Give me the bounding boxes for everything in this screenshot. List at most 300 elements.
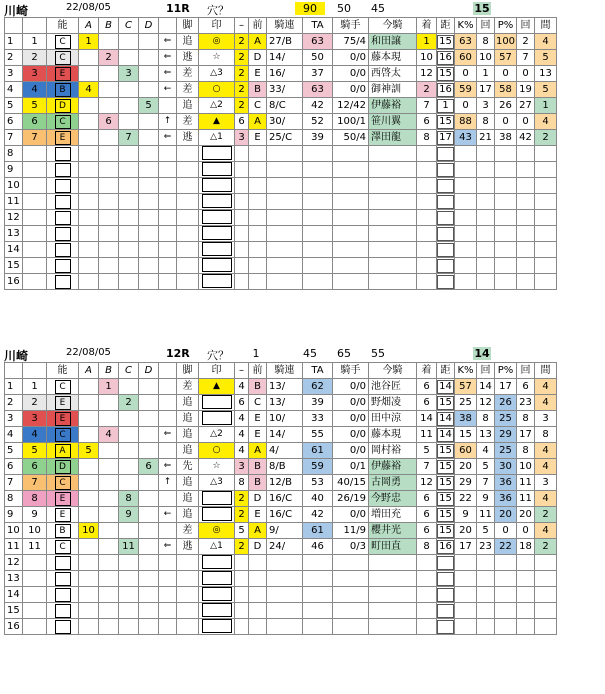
mark: ◎ bbox=[199, 523, 235, 539]
prev-rank bbox=[235, 555, 249, 571]
column-header-k-count: 回 bbox=[477, 18, 495, 34]
distance bbox=[437, 411, 455, 427]
gate-number: 4 bbox=[23, 82, 47, 98]
rank-c: 3 bbox=[119, 66, 139, 82]
rank-b bbox=[99, 210, 119, 226]
column-header-prev-grade: 前 bbox=[249, 363, 267, 379]
mark bbox=[199, 178, 235, 194]
k-percent: 60 bbox=[455, 50, 477, 66]
trend-arrow: ⇐ bbox=[159, 539, 177, 555]
prev-grade bbox=[249, 146, 267, 162]
running-style bbox=[177, 603, 199, 619]
rank-d bbox=[139, 427, 159, 443]
prev-grade bbox=[249, 226, 267, 242]
table-row bbox=[5, 242, 557, 258]
trend-arrow bbox=[159, 395, 177, 411]
trend-arrow bbox=[159, 411, 177, 427]
prev-rank bbox=[235, 571, 249, 587]
rank-d bbox=[139, 114, 159, 130]
p-count: 8 bbox=[517, 443, 535, 459]
prev-grade bbox=[249, 603, 267, 619]
prev-grade bbox=[249, 274, 267, 290]
row-number: 11 bbox=[5, 194, 23, 210]
row-number: 5 bbox=[5, 98, 23, 114]
p-percent: 38 bbox=[495, 130, 517, 146]
rank-c: 2 bbox=[119, 395, 139, 411]
row-number: 14 bbox=[5, 242, 23, 258]
jockey-combo: 24/ bbox=[267, 539, 303, 555]
k-count bbox=[477, 555, 495, 571]
finish: 6 bbox=[417, 114, 437, 130]
ability-grade bbox=[47, 114, 79, 130]
rank-c bbox=[119, 114, 139, 130]
ability-grade bbox=[47, 395, 79, 411]
table-row bbox=[5, 98, 557, 114]
column-header-jockey-record: 騎手 bbox=[333, 363, 369, 379]
gate-number bbox=[23, 571, 47, 587]
jockey-combo: 33/ bbox=[267, 82, 303, 98]
jockey-name: 和田譲 bbox=[369, 34, 417, 50]
k-count bbox=[477, 162, 495, 178]
k-percent bbox=[455, 146, 477, 162]
p-count: 0 bbox=[517, 114, 535, 130]
distance-box: 15 bbox=[437, 492, 454, 506]
row-number: 12 bbox=[5, 555, 23, 571]
trend-arrow bbox=[159, 587, 177, 603]
interval: 1 bbox=[535, 98, 557, 114]
empty-box bbox=[55, 211, 71, 225]
rank-a: 4 bbox=[79, 82, 99, 98]
gate-number: 5 bbox=[23, 443, 47, 459]
race-date: 22/08/05 bbox=[66, 347, 111, 358]
p-count bbox=[517, 146, 535, 162]
ta-value: 53 bbox=[303, 475, 333, 491]
jockey-record: 0/0 bbox=[333, 50, 369, 66]
p-percent: 29 bbox=[495, 427, 517, 443]
k-count: 5 bbox=[477, 523, 495, 539]
jockey-name: 笹川翼 bbox=[369, 114, 417, 130]
k-percent: 43 bbox=[455, 130, 477, 146]
empty-box bbox=[437, 604, 454, 618]
rank-d bbox=[139, 194, 159, 210]
prev-grade: D bbox=[249, 539, 267, 555]
k-count: 10 bbox=[477, 50, 495, 66]
jockey-name bbox=[369, 226, 417, 242]
distance bbox=[437, 571, 455, 587]
ability-grade-box: E bbox=[55, 412, 71, 426]
ability-grade bbox=[47, 571, 79, 587]
header-value-3: 65 bbox=[337, 347, 351, 360]
jockey-combo bbox=[267, 194, 303, 210]
table-row bbox=[5, 459, 557, 475]
trend-arrow: ← bbox=[159, 82, 177, 98]
ta-value bbox=[303, 274, 333, 290]
jockey-combo: 9/ bbox=[267, 523, 303, 539]
running-style: 差 bbox=[177, 379, 199, 395]
mark: △3 bbox=[199, 475, 235, 491]
distance-box: 15 bbox=[437, 476, 454, 490]
prev-grade: D bbox=[249, 50, 267, 66]
distance bbox=[437, 210, 455, 226]
p-count bbox=[517, 226, 535, 242]
mark bbox=[199, 226, 235, 242]
row-number: 3 bbox=[5, 66, 23, 82]
empty-box bbox=[437, 227, 454, 241]
ta-value: 55 bbox=[303, 427, 333, 443]
column-header-p-count: 回 bbox=[517, 363, 535, 379]
ta-value: 39 bbox=[303, 130, 333, 146]
table-row bbox=[5, 379, 557, 395]
table-row bbox=[5, 523, 557, 539]
rank-d bbox=[139, 34, 159, 50]
finish: 11 bbox=[417, 427, 437, 443]
empty-box bbox=[202, 258, 232, 272]
jockey-record: 0/3 bbox=[333, 539, 369, 555]
interval: 5 bbox=[535, 82, 557, 98]
mark bbox=[199, 258, 235, 274]
rank-b bbox=[99, 395, 119, 411]
k-count: 8 bbox=[477, 411, 495, 427]
jockey-record: 26/19 bbox=[333, 491, 369, 507]
interval bbox=[535, 274, 557, 290]
distance-box: 16 bbox=[437, 83, 454, 97]
interval bbox=[535, 587, 557, 603]
k-percent: 0 bbox=[455, 98, 477, 114]
trend-arrow bbox=[159, 162, 177, 178]
rank-a bbox=[79, 507, 99, 523]
rank-b bbox=[99, 178, 119, 194]
entry-table bbox=[4, 362, 557, 635]
p-count bbox=[517, 210, 535, 226]
distance bbox=[437, 459, 455, 475]
rank-b bbox=[99, 194, 119, 210]
p-count bbox=[517, 258, 535, 274]
mark bbox=[199, 411, 235, 427]
running-style: 差 bbox=[177, 82, 199, 98]
p-percent bbox=[495, 258, 517, 274]
finish: 8 bbox=[417, 539, 437, 555]
k-count bbox=[477, 571, 495, 587]
ana-label: 穴？ bbox=[207, 349, 229, 362]
mark: ☆ bbox=[199, 459, 235, 475]
prev-rank bbox=[235, 258, 249, 274]
rank-d bbox=[139, 130, 159, 146]
jockey-combo: 25/C bbox=[267, 130, 303, 146]
jockey-combo: 13/ bbox=[267, 395, 303, 411]
distance-box: 1 bbox=[437, 99, 454, 113]
empty-box bbox=[55, 556, 71, 570]
table-header-row bbox=[5, 363, 557, 379]
rank-c bbox=[119, 98, 139, 114]
mark: △2 bbox=[199, 98, 235, 114]
distance-box: 14 bbox=[437, 428, 454, 442]
trend-arrow: ⇐ bbox=[159, 130, 177, 146]
table-row bbox=[5, 114, 557, 130]
gate-number bbox=[23, 242, 47, 258]
p-count bbox=[517, 274, 535, 290]
jockey-name bbox=[369, 619, 417, 635]
empty-box bbox=[55, 163, 71, 177]
trend-arrow bbox=[159, 603, 177, 619]
p-count bbox=[517, 571, 535, 587]
jockey-combo: 16/C bbox=[267, 507, 303, 523]
trend-arrow: ⇐ bbox=[159, 66, 177, 82]
p-percent: 26 bbox=[495, 395, 517, 411]
ta-value: 42 bbox=[303, 98, 333, 114]
jockey-combo bbox=[267, 242, 303, 258]
k-percent bbox=[455, 619, 477, 635]
jockey-name bbox=[369, 162, 417, 178]
prev-grade bbox=[249, 178, 267, 194]
p-percent: 25 bbox=[495, 411, 517, 427]
mark: △2 bbox=[199, 427, 235, 443]
column-header-k-count: 回 bbox=[477, 363, 495, 379]
row-number: 11 bbox=[5, 539, 23, 555]
empty-box bbox=[202, 146, 232, 160]
interval bbox=[535, 162, 557, 178]
jockey-combo bbox=[267, 146, 303, 162]
p-percent: 25 bbox=[495, 443, 517, 459]
empty-box bbox=[55, 147, 71, 161]
p-count: 2 bbox=[517, 34, 535, 50]
interval bbox=[535, 603, 557, 619]
p-percent bbox=[495, 226, 517, 242]
column-header-prev-rank: – bbox=[235, 18, 249, 34]
jockey-record: 0/0 bbox=[333, 395, 369, 411]
table-row bbox=[5, 258, 557, 274]
k-percent: 25 bbox=[455, 395, 477, 411]
ability-grade bbox=[47, 459, 79, 475]
rank-d bbox=[139, 162, 159, 178]
jockey-combo: 13/ bbox=[267, 379, 303, 395]
k-count bbox=[477, 274, 495, 290]
table-row bbox=[5, 539, 557, 555]
interval: 4 bbox=[535, 395, 557, 411]
rank-a bbox=[79, 555, 99, 571]
table-row bbox=[5, 603, 557, 619]
trend-arrow: ↑ bbox=[159, 114, 177, 130]
jockey-combo bbox=[267, 162, 303, 178]
rank-a bbox=[79, 146, 99, 162]
table-row bbox=[5, 555, 557, 571]
race-header bbox=[4, 345, 557, 362]
trend-arrow: ⇐ bbox=[159, 50, 177, 66]
distance-box: 15 bbox=[437, 444, 454, 458]
jockey-record: 0/0 bbox=[333, 82, 369, 98]
finish bbox=[417, 274, 437, 290]
rank-b bbox=[99, 411, 119, 427]
rank-a bbox=[79, 603, 99, 619]
rank-c bbox=[119, 274, 139, 290]
rank-b bbox=[99, 443, 119, 459]
empty-box bbox=[437, 572, 454, 586]
prev-rank: 2 bbox=[235, 507, 249, 523]
k-count bbox=[477, 178, 495, 194]
p-count: 0 bbox=[517, 523, 535, 539]
distance-box: 15 bbox=[437, 67, 454, 81]
rank-c bbox=[119, 242, 139, 258]
row-number: 16 bbox=[5, 619, 23, 635]
finish bbox=[417, 619, 437, 635]
jockey-combo bbox=[267, 619, 303, 635]
row-number: 10 bbox=[5, 178, 23, 194]
p-count: 18 bbox=[517, 539, 535, 555]
finish: 2 bbox=[417, 82, 437, 98]
k-percent bbox=[455, 242, 477, 258]
prev-rank: 4 bbox=[235, 379, 249, 395]
trend-arrow bbox=[159, 98, 177, 114]
distance bbox=[437, 274, 455, 290]
mark bbox=[199, 491, 235, 507]
ability-grade bbox=[47, 491, 79, 507]
ability-grade-box: C bbox=[55, 51, 71, 65]
jockey-record: 0/0 bbox=[333, 443, 369, 459]
rank-c: 8 bbox=[119, 491, 139, 507]
distance-box: 14 bbox=[437, 412, 454, 426]
finish: 5 bbox=[417, 443, 437, 459]
k-percent: 59 bbox=[455, 82, 477, 98]
row-number: 13 bbox=[5, 571, 23, 587]
k-percent bbox=[455, 258, 477, 274]
empty-box bbox=[202, 274, 232, 288]
finish: 7 bbox=[417, 459, 437, 475]
rank-d bbox=[139, 523, 159, 539]
interval: 5 bbox=[535, 50, 557, 66]
empty-box bbox=[202, 178, 232, 192]
ability-grade-box: E bbox=[55, 396, 71, 410]
rank-b bbox=[99, 226, 119, 242]
prev-grade bbox=[249, 571, 267, 587]
ta-value: 63 bbox=[303, 34, 333, 50]
prev-rank: 4 bbox=[235, 411, 249, 427]
rank-a bbox=[79, 491, 99, 507]
mark: ☆ bbox=[199, 50, 235, 66]
k-percent: 15 bbox=[455, 427, 477, 443]
rank-d bbox=[139, 258, 159, 274]
ability-grade bbox=[47, 146, 79, 162]
prev-rank bbox=[235, 178, 249, 194]
ability-grade bbox=[47, 603, 79, 619]
jockey-name bbox=[369, 555, 417, 571]
gate-number: 1 bbox=[23, 379, 47, 395]
k-count bbox=[477, 619, 495, 635]
ability-grade bbox=[47, 178, 79, 194]
rank-a bbox=[79, 571, 99, 587]
jockey-record bbox=[333, 274, 369, 290]
finish: 14 bbox=[417, 411, 437, 427]
row-number: 9 bbox=[5, 507, 23, 523]
empty-box bbox=[437, 195, 454, 209]
running-style bbox=[177, 226, 199, 242]
ta-value: 46 bbox=[303, 539, 333, 555]
ana-label: 穴？ bbox=[207, 4, 229, 17]
table-row bbox=[5, 507, 557, 523]
rank-c bbox=[119, 50, 139, 66]
row-number: 15 bbox=[5, 258, 23, 274]
running-style: 差 bbox=[177, 66, 199, 82]
jockey-name bbox=[369, 274, 417, 290]
running-style: 追 bbox=[177, 34, 199, 50]
ability-grade bbox=[47, 82, 79, 98]
table-row bbox=[5, 571, 557, 587]
row-number: 4 bbox=[5, 427, 23, 443]
p-percent bbox=[495, 587, 517, 603]
distance bbox=[437, 523, 455, 539]
running-style bbox=[177, 571, 199, 587]
k-percent bbox=[455, 274, 477, 290]
prev-rank: 3 bbox=[235, 130, 249, 146]
k-count bbox=[477, 603, 495, 619]
prev-grade bbox=[249, 555, 267, 571]
jockey-combo: 16/ bbox=[267, 66, 303, 82]
p-count: 20 bbox=[517, 507, 535, 523]
ta-value: 33 bbox=[303, 411, 333, 427]
rank-c bbox=[119, 571, 139, 587]
ability-grade-box: E bbox=[55, 131, 71, 145]
header-value-3: 45 bbox=[371, 2, 385, 15]
gate-number: 3 bbox=[23, 66, 47, 82]
distance bbox=[437, 242, 455, 258]
ta-value: 52 bbox=[303, 114, 333, 130]
finish bbox=[417, 178, 437, 194]
p-count: 7 bbox=[517, 50, 535, 66]
distance bbox=[437, 34, 455, 50]
header-value-4: 55 bbox=[371, 347, 385, 360]
jockey-record: 0/0 bbox=[333, 507, 369, 523]
gate-number: 7 bbox=[23, 130, 47, 146]
p-count: 8 bbox=[517, 411, 535, 427]
trend-arrow bbox=[159, 619, 177, 635]
column-header-mark: 印 bbox=[199, 18, 235, 34]
column-header-ability-grade: 能 bbox=[47, 363, 79, 379]
finish: 6 bbox=[417, 395, 437, 411]
rank-c bbox=[119, 258, 139, 274]
jockey-record bbox=[333, 210, 369, 226]
ta-value: 61 bbox=[303, 523, 333, 539]
rank-a bbox=[79, 427, 99, 443]
p-count bbox=[517, 178, 535, 194]
trend-arrow bbox=[159, 571, 177, 587]
rank-d bbox=[139, 82, 159, 98]
jockey-name: 今野忠 bbox=[369, 491, 417, 507]
finish bbox=[417, 587, 437, 603]
row-number: 8 bbox=[5, 146, 23, 162]
rank-a bbox=[79, 178, 99, 194]
interval bbox=[535, 210, 557, 226]
p-count bbox=[517, 619, 535, 635]
trend-arrow: ⇐ bbox=[159, 427, 177, 443]
interval bbox=[535, 242, 557, 258]
prev-grade bbox=[249, 258, 267, 274]
race-date: 22/08/05 bbox=[66, 2, 111, 13]
rank-b bbox=[99, 603, 119, 619]
k-percent bbox=[455, 226, 477, 242]
trend-arrow bbox=[159, 178, 177, 194]
running-style bbox=[177, 274, 199, 290]
empty-box bbox=[202, 491, 232, 505]
jockey-combo bbox=[267, 258, 303, 274]
table-row bbox=[5, 162, 557, 178]
jockey-combo: 16/C bbox=[267, 491, 303, 507]
rank-a bbox=[79, 130, 99, 146]
ability-grade bbox=[47, 34, 79, 50]
k-count: 9 bbox=[477, 491, 495, 507]
finish bbox=[417, 194, 437, 210]
k-percent: 20 bbox=[455, 459, 477, 475]
row-number: 7 bbox=[5, 475, 23, 491]
column-header-rank-a: A bbox=[79, 18, 99, 34]
ability-grade bbox=[47, 507, 79, 523]
